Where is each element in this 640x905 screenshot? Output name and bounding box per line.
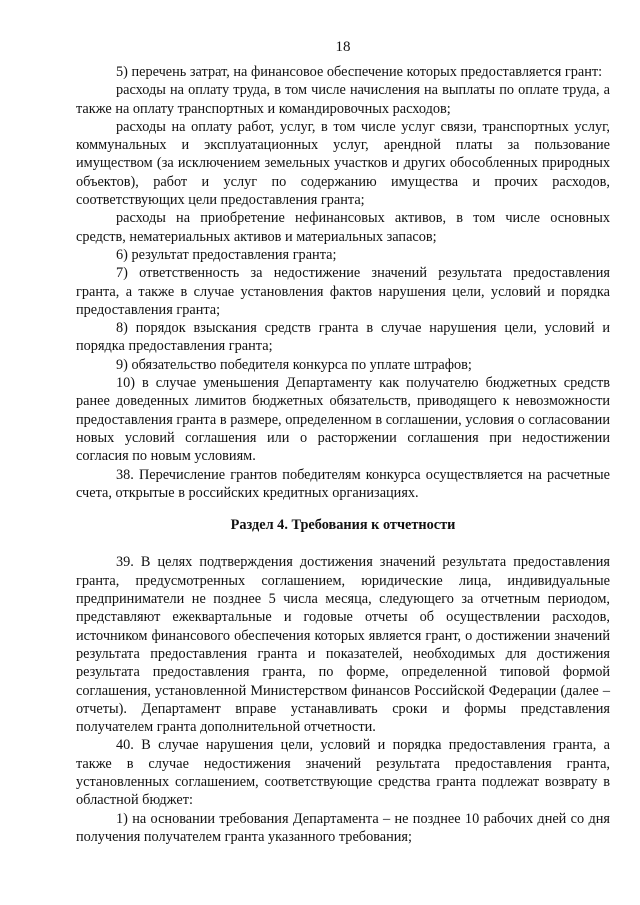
item-9-fines-obligation: 9) обязательство победителя конкурса по уплате штрафов; <box>116 356 472 373</box>
clause-39-reporting: 39. В целях подтверждения достижения значений результата предоставления гранта, предусмотренных соглашением, юридические лица, индивидуальные предприниматели не позднее 5 числа месяца, следующего за отчетным периодом, представляют ежеквартальные и годовые отчеты об осуществлении расходов, источником финансового обеспечения которых является грант, о достижении значений результата предоставления гранта и показателей, необходимых для достижения результата предоставления гранта, по форме, определенной типовой формой соглашения, установленной Министерством финансов Российской Федерации (далее – отчеты). Департамент вправе устанавливать сроки и формы представления получателем гранта дополнительной отчетности. <box>76 554 610 736</box>
page-number: 18 <box>335 39 351 55</box>
costs-non-financial-assets: расходы на приобретение нефинансовых активов, в том числе основных средств, нематериальных активов и материальных запасов; <box>76 210 610 245</box>
costs-services: расходы на оплату работ, услуг, в том числе услуг связи, транспортных услуг, коммунальных и эксплуатационных услуг, арендной платы за пользование имуществом (за исключением земельных участков и других обособленных природных объектов), работ и услуг по содержанию имущества и прочих расходов, соответствующих цели предоставления гранта; <box>76 118 610 209</box>
clause-38-transfer: 38. Перечисление грантов победителям конкурса осуществляется на расчетные счета, открытые в российских кредитных организациях. <box>76 466 610 501</box>
refund-item-1: 1) на основании требования Департамента – не позднее 10 рабочих дней со дня получения получателем гранта указанного требования; <box>76 810 610 845</box>
item-10-budget-reduction: 10) в случае уменьшения Департаменту как получателю бюджетных средств ранее доведенных лимитов бюджетных обязательств, приводящего к невозможности предоставления гранта в размере, определенном в соглашении, условия о согласовании новых условий соглашения или о расторжении соглашения при недостижении согласия по новым условиям. <box>76 375 610 465</box>
item-5-costs-list: 5) перечень затрат, на финансовое обеспечение которых предоставляется грант: <box>116 64 603 80</box>
item-8-recovery-procedure: 8) порядок взыскания средств гранта в случае нарушения цели, условий и порядка предоставления гранта; <box>76 320 610 355</box>
item-6-result: 6) результат предоставления гранта; <box>116 246 337 263</box>
costs-labor: расходы на оплату труда, в том числе начисления на выплаты по оплате труда, а также на оплату транспортных и командировочных расходов; <box>76 82 610 117</box>
section-heading: Раздел 4. Требования к отчетности <box>230 517 456 534</box>
document-page <box>76 38 610 846</box>
item-7-responsibility: 7) ответственность за недостижение значений результата предоставления гранта, а также в случае установления фактов нарушения цели, условий и порядка предоставления гранта; <box>76 265 610 318</box>
clause-40-refund: 40. В случае нарушения цели, условий и порядка предоставления гранта, а также в случае недостижения значений результата предоставления гранта, установленных соглашением, соответствующие средства гранта подлежат возврату в областной бюджет: <box>76 737 610 809</box>
